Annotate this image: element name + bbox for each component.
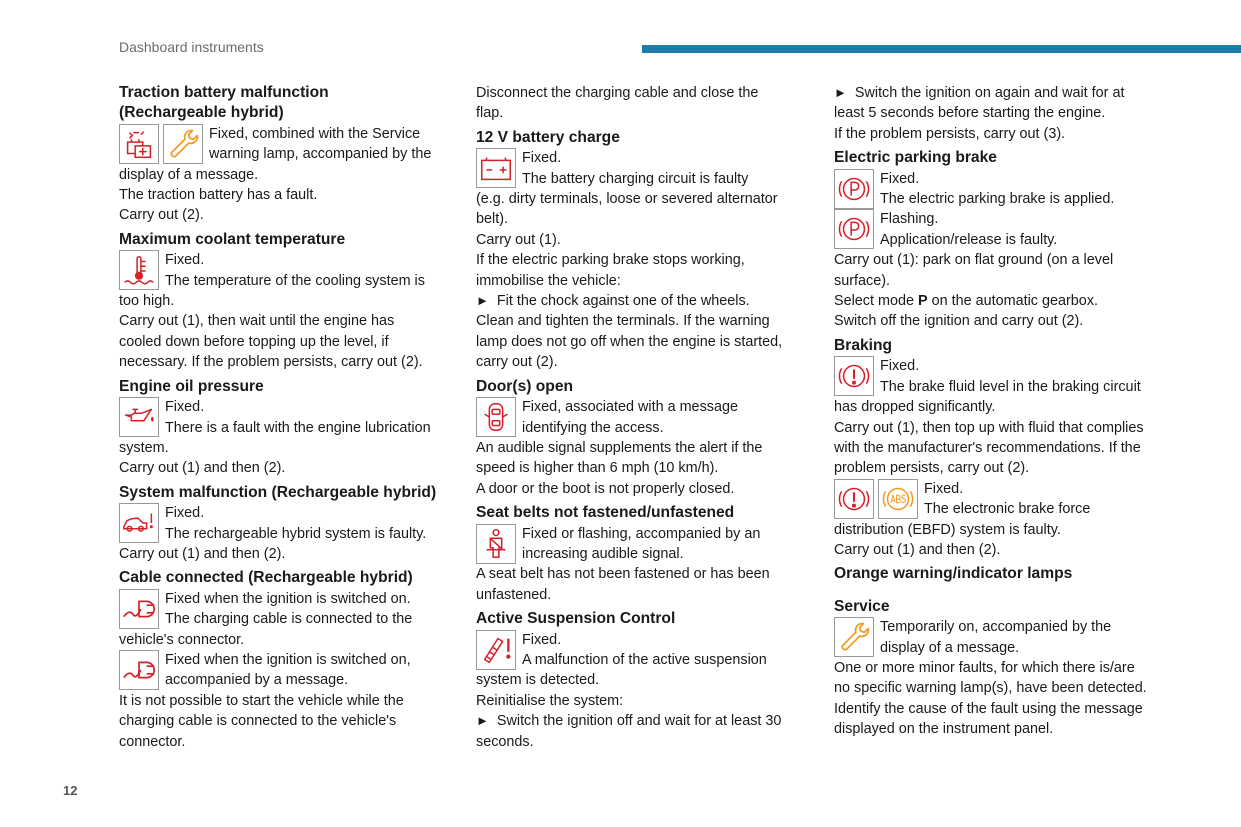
column-3	[834, 83, 1174, 744]
charging-plug-icon	[119, 589, 159, 629]
section-subtitle: (Rechargeable hybrid)	[119, 104, 284, 122]
charging-plug-icon	[119, 650, 159, 690]
orange-lamps-heading	[834, 564, 1174, 584]
parking-brake-section: Electric parking brake Fixed. The electric parking brake is applied. Flashing. Application/release is faulty. Carry out (1): park on flat ground (on a level surface). Select mode P on the automatic gearbox. Switch off the ignition and carry out (2).	[834, 148, 1174, 332]
oil-pressure-section: Engine oil pressure Fixed. There is a fault with the engine lubrication system. Carry out (1) and then (2).	[119, 377, 459, 479]
intro-text: Disconnect the charging cable and close the flap.	[476, 85, 759, 122]
service-wrench-icon	[834, 617, 874, 657]
system-malfunction-section: System malfunction (Rechargeable hybrid) Fixed. The rechargeable hybrid system is faulty. Carry out (1) and then (2).	[119, 483, 459, 565]
parking-brake-icon	[834, 169, 874, 209]
section-title: Seat belts not fastened/unfastened	[476, 504, 735, 522]
brake-warning-icon	[834, 479, 874, 519]
braking-section: Braking Fixed. The brake fluid level in the braking circuit has dropped significantly. Carry out (1), then top up with fluid that complies with the manufacturer's recommendations. If the problem persists, carry out (2). Fixed. The electronic brake force distribution (EBFD) system is faulty. Carry out (1) and then (2).	[834, 336, 1174, 560]
open-door-icon	[476, 397, 516, 437]
section-title: Engine oil pressure	[119, 377, 264, 395]
section-title: Cable connected (Rechargeable hybrid)	[119, 569, 413, 587]
parking-brake-icon	[834, 209, 874, 249]
section-title: Electric parking brake	[834, 149, 997, 167]
section-header: Dashboard instruments	[119, 39, 264, 55]
section-title: System malfunction (Rechargeable hybrid)	[119, 483, 437, 501]
coolant-section: Maximum coolant temperature Fixed. The temperature of the cooling system is too high. Carry out (1), then wait until the engine has cooled down before topping up the level, if necessary. If the problem persists, carry out (2).	[119, 230, 459, 373]
traction-battery-section: Traction battery malfunction (Rechargeable hybrid) Fixed, combined with the Service warning lamp, accompanied by the display of a message. The traction battery has a fault. Carry out (2).	[119, 83, 459, 226]
arrow-bullet: ►	[834, 85, 847, 100]
section-title: Service	[834, 597, 890, 615]
arrow-bullet: ►	[476, 293, 489, 309]
hybrid-car-fault-icon	[119, 503, 159, 543]
service-wrench-icon	[163, 124, 203, 164]
seat-belt-section: Seat belts not fastened/unfastened Fixed or flashing, accompanied by an increasing audible signal. A seat belt has not been fastened or has been unfastened.	[476, 503, 806, 605]
section-title: 12 V battery charge	[476, 128, 620, 146]
active-suspension-section: Active Suspension Control Fixed. A malfunction of the active suspension system is detected. Reinitialise the system: ► Switch the ignition off and wait for at least 30 seconds.	[476, 609, 806, 752]
coolant-temperature-icon	[119, 250, 159, 290]
page-number: 12	[63, 783, 78, 798]
column-2	[476, 83, 806, 756]
intro-text: ► Switch the ignition on again and wait for at least 5 seconds before starting the engine. If the problem persists, carry out (3).	[834, 85, 1125, 142]
brake-warning-icon	[834, 356, 874, 396]
section-title: Orange warning/indicator lamps	[834, 565, 1073, 583]
abs-icon	[878, 479, 918, 519]
section-title: Active Suspension Control	[476, 610, 676, 628]
section-title: Traction battery malfunction	[119, 84, 329, 101]
seat-belt-icon	[476, 524, 516, 564]
header-accent-bar	[642, 45, 1241, 53]
door-open-section: Door(s) open Fixed, associated with a message identifying the access. An audible signal supplements the alert if the speed is higher than 6 mph (10 km/h). A door or the boot is not properly closed.	[476, 377, 806, 499]
service-section: Service Temporarily on, accompanied by the display of a message. One or more minor faults, for which there is/are no specific warning lamp(s), have been detected. Identify the cause of the fault using the message displayed on the instrument panel.	[834, 597, 1174, 740]
arrow-bullet: ►	[476, 713, 489, 729]
battery-charge-section: 12 V battery charge Fixed. The battery charging circuit is faulty (e.g. dirty terminals, loose or severed alternator belt). Carry out (1). If the electric parking brake stops working, immobilise the vehicle: ► Fit the chock against one of the wheels. Clean and tighten the terminals. If the warning lamp does not go off when the engine is started, carry out (2).	[476, 128, 806, 373]
cable-connected-section: Cable connected (Rechargeable hybrid) Fixed when the ignition is switched on. The charging cable is connected to the vehicle's connector. Fixed when the ignition is switched on, accompanied by a message. It is not possible to start the vehicle while the charging cable is connected to the vehicle's connector.	[119, 568, 459, 752]
battery-icon	[476, 148, 516, 188]
traction-battery-icon	[119, 124, 159, 164]
section-title: Door(s) open	[476, 377, 574, 395]
section-title: Maximum coolant temperature	[119, 230, 346, 248]
column-1	[119, 83, 459, 756]
suspension-fault-icon	[476, 630, 516, 670]
oil-can-icon	[119, 397, 159, 437]
section-title: Braking	[834, 336, 893, 354]
